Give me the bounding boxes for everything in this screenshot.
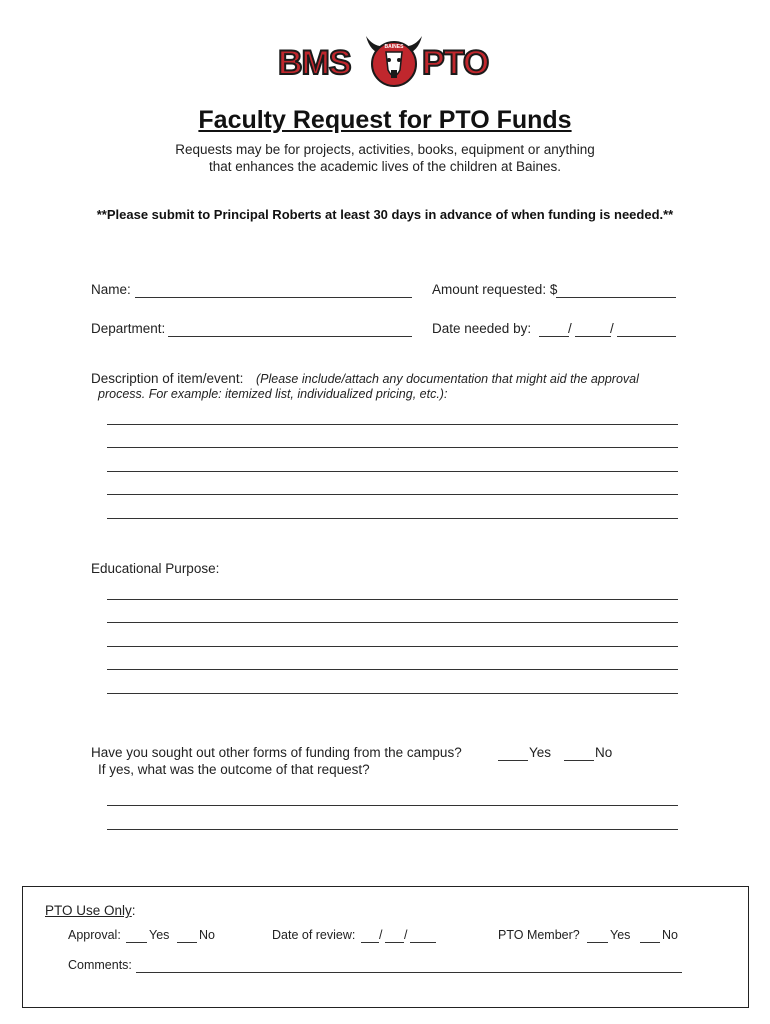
description-line-1[interactable] [107,424,678,425]
approval-label: Approval: [68,928,121,942]
name-field[interactable] [135,297,412,298]
funding-followup: If yes, what was the outcome of that request? [98,762,370,777]
purpose-line-4[interactable] [107,669,678,670]
date-needed-day-field[interactable] [575,336,611,337]
review-year-field[interactable] [410,942,436,943]
purpose-line-3[interactable] [107,646,678,647]
logo-pto-text: PTO [422,44,489,82]
description-line-3[interactable] [107,471,678,472]
approval-no-field[interactable] [177,942,197,943]
member-no-field[interactable] [640,942,660,943]
date-needed-label: Date needed by: [432,321,532,336]
description-line-2[interactable] [107,447,678,448]
emblem-text: BAINES [384,44,404,50]
submission-notice: **Please submit to Principal Roberts at least 30 days in advance of when funding is needed.** [96,207,674,222]
bms-pto-logo [270,22,500,94]
member-no-label: No [662,928,678,942]
date-needed-year-field[interactable] [617,336,676,337]
department-label: Department: [91,321,166,336]
funding-no-field[interactable] [564,760,594,761]
logo-bms-text: BMS [278,44,351,82]
member-yes-label: Yes [610,928,631,942]
page-title: Faculty Request for PTO Funds [198,106,572,134]
purpose-line-5[interactable] [107,693,678,694]
pto-use-only-title [45,903,136,918]
date-needed-month-field[interactable] [539,336,569,337]
review-date-separator: / [379,928,383,942]
member-yes-field[interactable] [587,942,608,943]
subtitle-line-2: that enhances the academic lives of the children at Baines. [209,159,561,174]
department-field[interactable] [168,336,412,337]
approval-yes-field[interactable] [126,942,147,943]
description-label: Description of item/event: [91,371,244,386]
outcome-line-1[interactable] [107,805,678,806]
purpose-line-2[interactable] [107,622,678,623]
amount-label: Amount requested: $ [432,282,558,297]
pto-member-label: PTO Member? [498,928,580,942]
description-hint-line-2: process. For example: itemized list, individualized pricing, etc.): [98,387,448,401]
date-of-review-label: Date of review: [272,928,356,942]
name-label: Name: [91,282,131,297]
approval-no-label: No [199,928,215,942]
amount-field[interactable] [556,297,676,298]
funding-yes-label: Yes [529,745,552,760]
funding-yes-field[interactable] [498,760,528,761]
funding-question: Have you sought out other forms of funding from the campus? [91,745,462,760]
funding-no-label: No [595,745,613,760]
description-line-5[interactable] [107,518,678,519]
educational-purpose-label: Educational Purpose: [91,561,220,576]
review-day-field[interactable] [385,942,404,943]
purpose-line-1[interactable] [107,599,678,600]
outcome-line-2[interactable] [107,829,678,830]
pto-use-only-title-text: PTO Use Only [45,903,132,918]
approval-yes-label: Yes [149,928,170,942]
longhorn-emblem-icon [364,26,424,90]
date-separator: / [610,321,614,336]
date-separator: / [568,321,572,336]
description-hint-line-1: (Please include/attach any documentation that might aid the approval [256,372,639,386]
pto-use-only-title-colon: : [131,903,136,918]
comments-label: Comments: [68,958,132,972]
review-date-separator: / [404,928,408,942]
review-month-field[interactable] [361,942,379,943]
subtitle-line-1: Requests may be for projects, activities, books, equipment or anything [175,142,595,157]
comments-field[interactable] [136,972,682,973]
description-line-4[interactable] [107,494,678,495]
